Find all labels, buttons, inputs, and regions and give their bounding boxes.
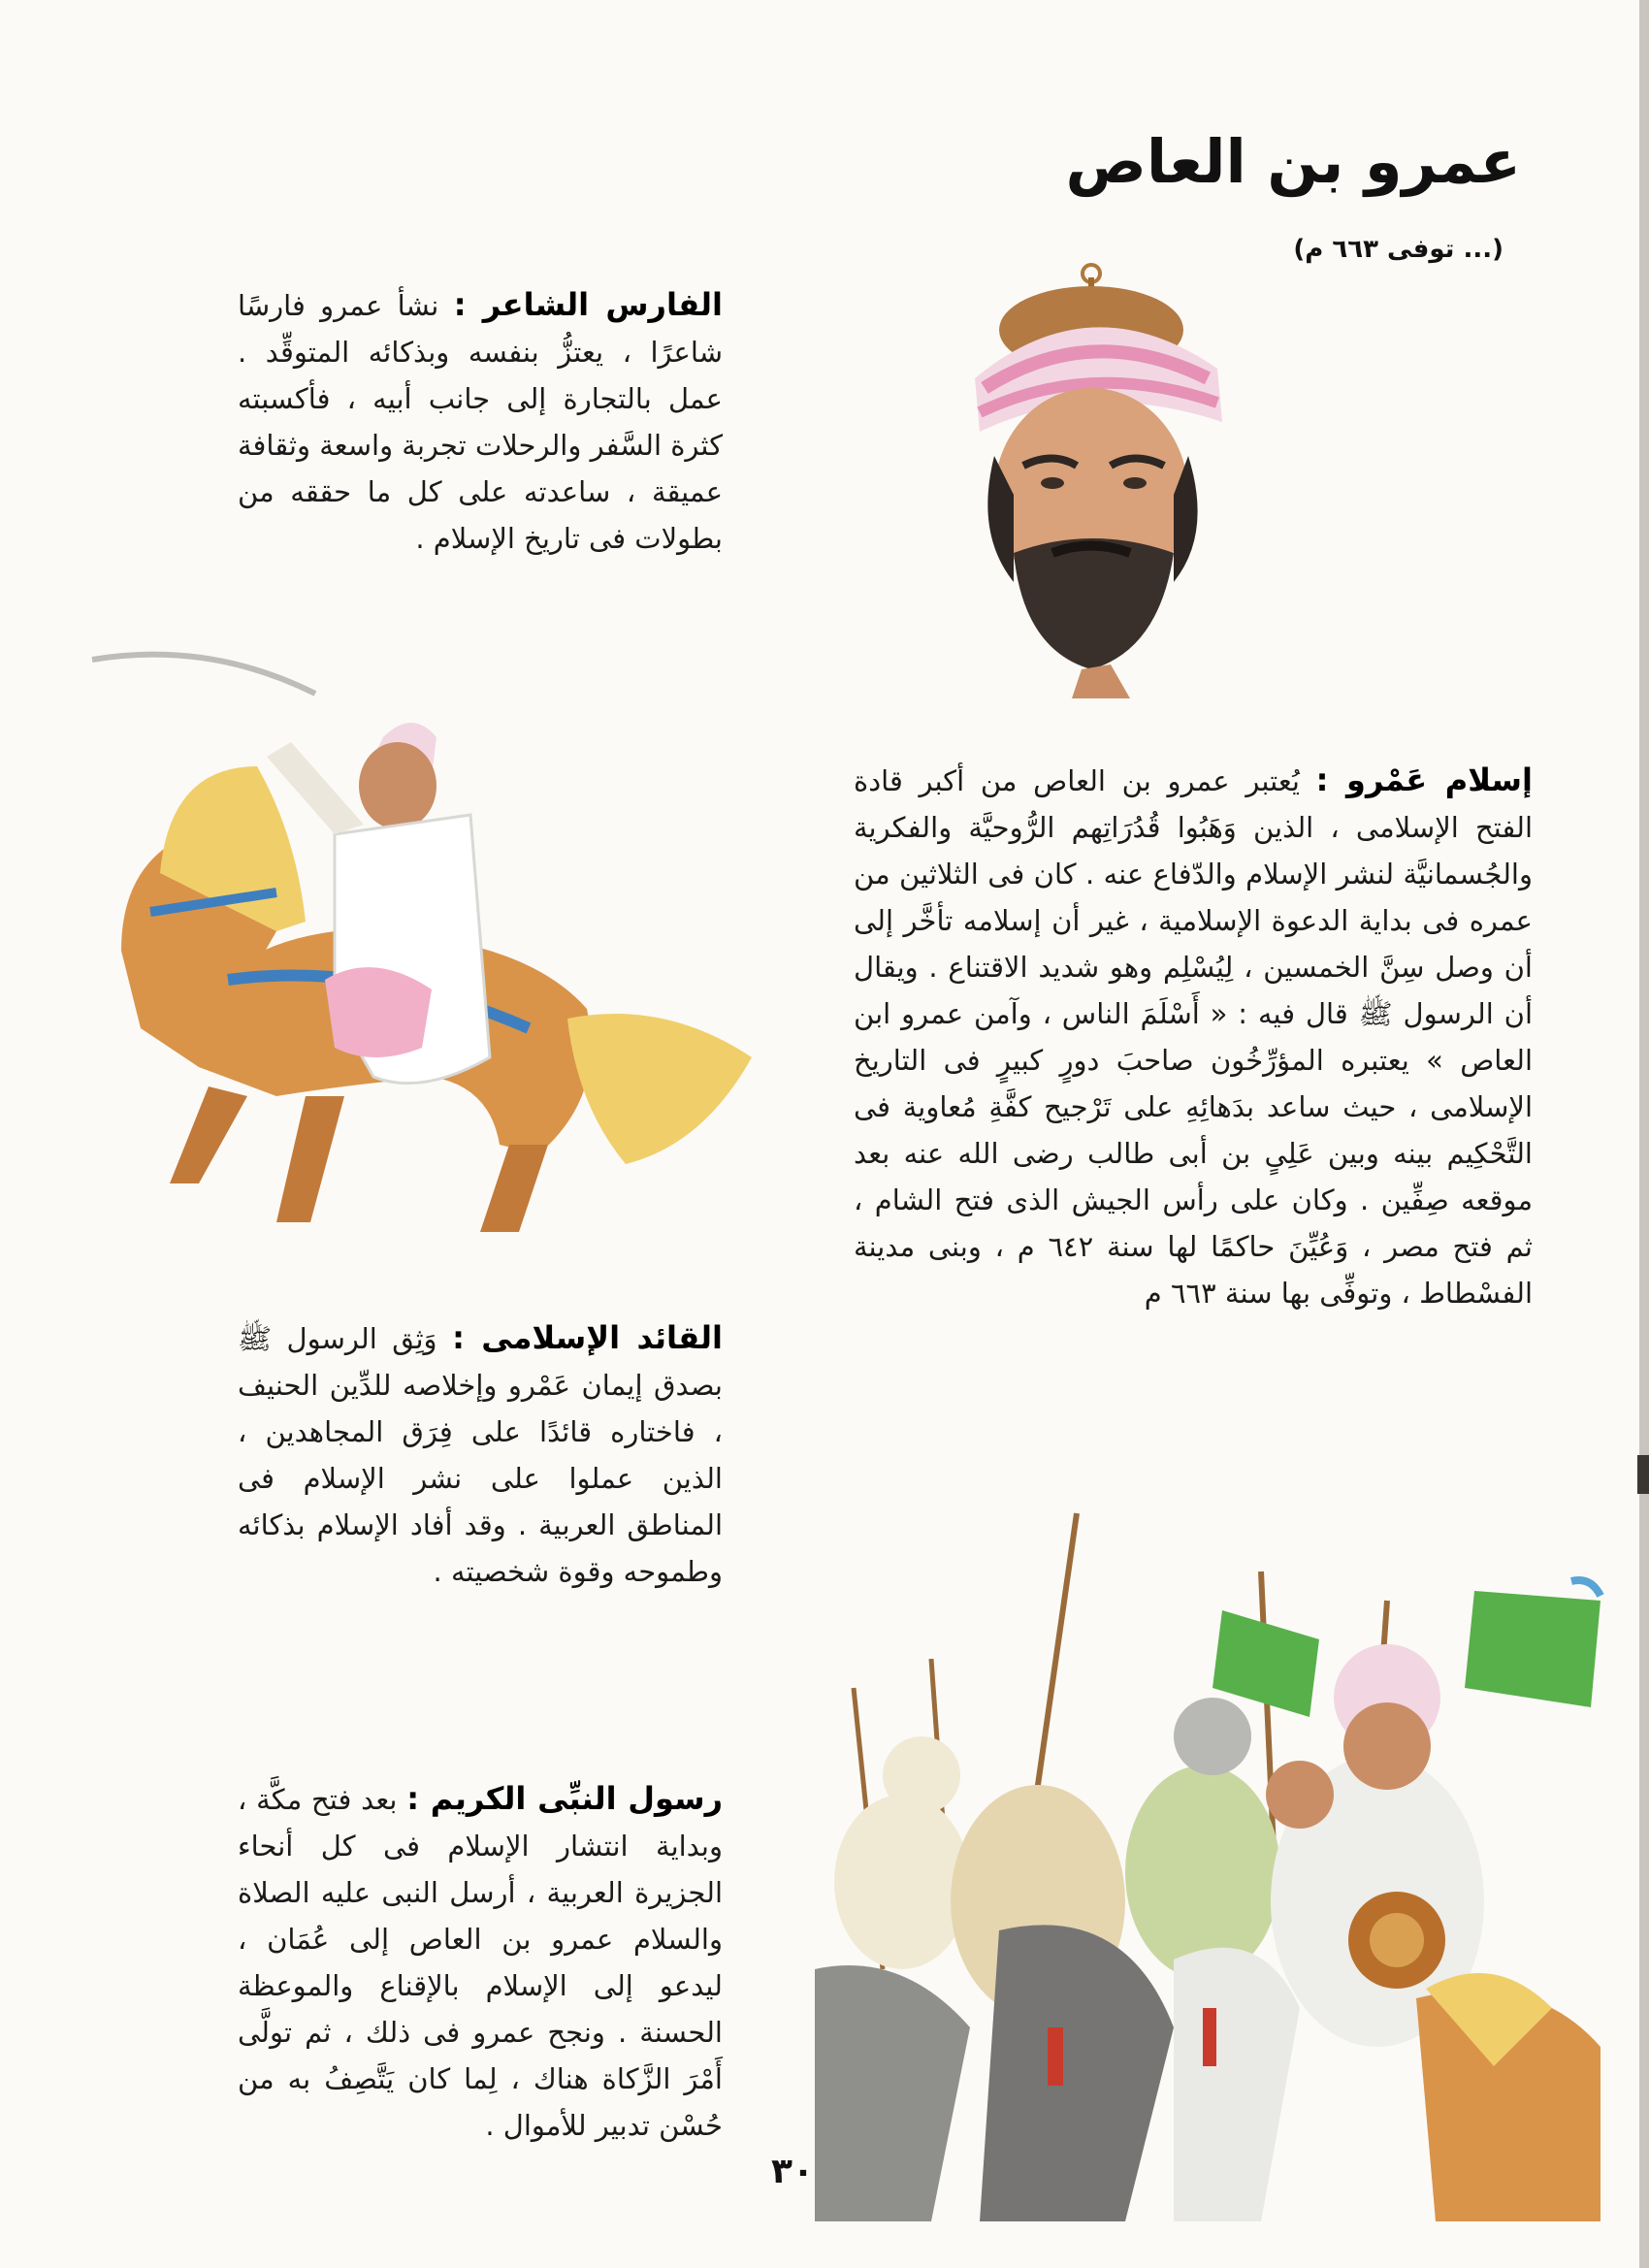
section-heading: الفارس الشاعر : [453, 286, 723, 323]
section-prophet-envoy [238, 1775, 723, 2149]
page-edge-mark [1637, 1455, 1649, 1494]
page-title: عمرو بن العاص [1065, 126, 1521, 197]
portrait-illustration [955, 262, 1246, 698]
section-knight-poet [238, 281, 723, 562]
section-text: نشأ عمرو فارسًا شاعرًا ، يعتزُّ بنفسه وبذكائه المتوقِّد . عمل بالتجارة إلى جانب أبيه ، فأكسبته كثرة السَّفر والرحلات تجربة واسعة وثقافة عميقة ، ساعدته على كل ما حققه من بطولات فى تاريخ الإسلام . [237, 289, 723, 555]
section-islam-of-amr [854, 757, 1533, 1316]
dates-subtitle: (... توفى ٦٦٣ م) [1293, 235, 1504, 264]
section-text: بعد فتح مكَّة ، وبداية انتشار الإسلام فى كل أنحاء الجزيرة العربية ، أرسل النبى عليه الصلاة والسلام عمرو بن العاص إلى عُمَان ، ليدعو إلى الإسلام بالإقناع والموعظة الحسنة . ونجح عمرو فى ذلك ، ثم تولَّى أَمْرَ الزَّكاة هناك ، لِما كان يَتَّصِفُ به من حُسْن تدبير للأموال . [238, 1783, 723, 2142]
section-heading: رسول النبِّى الكريم : [406, 1780, 724, 1817]
horse-rider-illustration [82, 640, 752, 1261]
page-number: ٣٠ [771, 2152, 814, 2191]
section-heading: إسلام عَمْرو : [1315, 761, 1533, 798]
section-text: يُعتبر عمرو بن العاص من أكبر قادة الفتح الإسلامى ، الذين وَهَبُوا قُدُرَاتِهم الرُّوحيَّة والفكرية والجُسمانيَّة لنشر الإسلام والدّفاع عنه . كان فى الثلاثين من عمره فى بداية الدعوة الإسلامية ، غير أن إسلامه تأخَّر إلى أن وصل سِنَّ الخمسين ، لِيُسْلِم وهو شديد الاقتناع . ويقال أن الرسول ﷺ قال فيه : « أَسْلَمَ الناس ، وآمن عمرو ابن العاص » يعتبره المؤرِّخُون صاحبَ دورٍ كبيرٍ فى التاريخ الإسلامى ، حيث ساعد بدَهائِهِ على تَرْجيح كفَّةِ مُعاوية فى التَّحْكِيم بينه وبين عَلِىٍ بن أبى طالب رضى الله عنه بعد موقعه صِفِّين . وكان على رأس الجيش الذى فتح الشام ، ثم فتح مصر ، وَعُيِّنَ حاكمًا لها سنة ٦٤٢ م ، وبنى مدينة الفسْطاط ، وتوفِّى بها سنة ٦٦٣ م [854, 764, 1533, 1310]
section-text: وَثِق الرسول ﷺ بصدق إيمان عَمْرو وإخلاصه للدِّين الحنيف ، فاختاره قائدًا على فِرَق المجاهدين ، الذين عملوا على نشر الإسلام فى المناطق العربية . وقد أفاد الإسلام بذكائه وطموحه وقوة شخصيته . [238, 1322, 723, 1588]
army-illustration [757, 1484, 1610, 2221]
page-edge [1639, 0, 1649, 2268]
section-heading: القائد الإسلامى : [452, 1319, 724, 1356]
section-islamic-leader [238, 1314, 723, 1595]
